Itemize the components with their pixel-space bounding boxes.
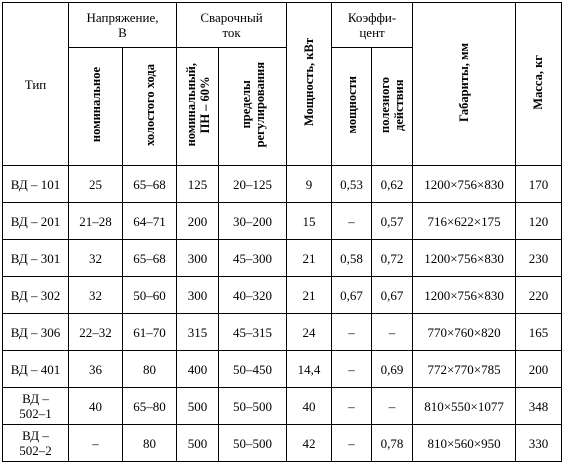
table-cell: 50–60	[123, 277, 177, 314]
table-cell: 500	[177, 388, 219, 425]
table-cell-type: ВД – 502–1	[3, 388, 69, 425]
header-current-nominal-label: номинальный, ПН – 60%	[183, 63, 212, 147]
table-cell: 165	[516, 314, 562, 351]
table-cell: 65–80	[123, 388, 177, 425]
table-cell: 45–300	[219, 240, 287, 277]
table-cell: 32	[69, 277, 123, 314]
header-coef-power-label: мощности	[344, 76, 359, 134]
table-cell: –	[332, 351, 372, 388]
table-cell: 300	[177, 277, 219, 314]
table-cell-type: ВД – 306	[3, 314, 69, 351]
table-cell: 9	[287, 166, 332, 203]
header-coef-efficiency-label: полезного действия	[378, 77, 407, 133]
table-cell: 25	[69, 166, 123, 203]
table-cell: 61–70	[123, 314, 177, 351]
table-cell: 15	[287, 203, 332, 240]
table-cell-type: ВД – 301	[3, 240, 69, 277]
table-cell-type: ВД – 302	[3, 277, 69, 314]
table-cell: 30–200	[219, 203, 287, 240]
table-cell: 1200×756×830	[413, 240, 516, 277]
table-cell: 24	[287, 314, 332, 351]
table-cell: 64–71	[123, 203, 177, 240]
table-cell: 0,58	[332, 240, 372, 277]
table-cell: 170	[516, 166, 562, 203]
table-cell: –	[372, 388, 413, 425]
table-cell: 42	[287, 425, 332, 462]
table-cell: 348	[516, 388, 562, 425]
header-power	[287, 3, 332, 166]
table-cell: –	[332, 425, 372, 462]
table-cell: 40–320	[219, 277, 287, 314]
table-cell: 315	[177, 314, 219, 351]
table-cell: 40	[69, 388, 123, 425]
table-cell: 300	[177, 240, 219, 277]
table-cell: 0,62	[372, 166, 413, 203]
table-cell: 0,67	[332, 277, 372, 314]
table-cell: 330	[516, 425, 562, 462]
header-coef-efficiency	[372, 48, 413, 166]
table-cell: 120	[516, 203, 562, 240]
table-cell: 125	[177, 166, 219, 203]
table-cell: 21	[287, 240, 332, 277]
header-power-label: Мощность, кВт	[301, 38, 316, 127]
table-row	[3, 314, 562, 351]
table-cell: 810×560×950	[413, 425, 516, 462]
table-cell-type: ВД – 101	[3, 166, 69, 203]
welding-rectifier-spec-table	[2, 2, 562, 462]
table-cell: 500	[177, 425, 219, 462]
table-row	[3, 388, 562, 425]
table-cell: 45–315	[219, 314, 287, 351]
table-cell: 14,4	[287, 351, 332, 388]
header-voltage-nominal	[69, 48, 123, 166]
header-current-group: Сварочный ток	[177, 3, 287, 48]
table-cell: 65–68	[123, 240, 177, 277]
table-cell: 770×760×820	[413, 314, 516, 351]
header-coef-group: Коэффи- цент	[332, 3, 413, 48]
table-row	[3, 277, 562, 314]
table-cell: 0,53	[332, 166, 372, 203]
table-cell: 810×550×1077	[413, 388, 516, 425]
header-voltage-idle	[123, 48, 177, 166]
table-cell: 80	[123, 425, 177, 462]
header-dimensions	[413, 3, 516, 166]
table-cell: 36	[69, 351, 123, 388]
table-row	[3, 351, 562, 388]
table-cell: 0,69	[372, 351, 413, 388]
table-row	[3, 425, 562, 462]
table-cell: 220	[516, 277, 562, 314]
header-current-range-label: пределы регулирования	[238, 62, 267, 148]
table-row	[3, 203, 562, 240]
header-mass	[516, 3, 562, 166]
table-cell: –	[332, 388, 372, 425]
table-cell: 50–500	[219, 388, 287, 425]
table-cell: 50–500	[219, 425, 287, 462]
table-cell: 20–125	[219, 166, 287, 203]
table-cell: 230	[516, 240, 562, 277]
table-cell: 772×770×785	[413, 351, 516, 388]
table-cell: 22–32	[69, 314, 123, 351]
header-mass-label: Масса, кг	[531, 55, 546, 110]
table-cell: 1200×756×830	[413, 277, 516, 314]
table-cell: 21	[287, 277, 332, 314]
header-current-nominal	[177, 48, 219, 166]
header-dimensions-label: Габариты, мм	[456, 43, 471, 122]
table-cell: 0,57	[372, 203, 413, 240]
table-cell-type: ВД – 502–2	[3, 425, 69, 462]
table-cell: 0,78	[372, 425, 413, 462]
table-cell: 400	[177, 351, 219, 388]
table-cell: 200	[177, 203, 219, 240]
table-cell: 0,72	[372, 240, 413, 277]
table-cell: –	[372, 314, 413, 351]
table-row	[3, 240, 562, 277]
table-cell: 21–28	[69, 203, 123, 240]
table-cell: –	[332, 203, 372, 240]
table-cell: 1200×756×830	[413, 166, 516, 203]
table-cell-type: ВД – 201	[3, 203, 69, 240]
table-row	[3, 166, 562, 203]
header-type: Тип	[3, 3, 69, 166]
table-cell: 80	[123, 351, 177, 388]
header-coef-power	[332, 48, 372, 166]
table-cell: –	[332, 314, 372, 351]
header-voltage-idle-label: холостого хода	[142, 64, 157, 146]
header-voltage-group: Напряжение, В	[69, 3, 177, 48]
table-cell: 716×622×175	[413, 203, 516, 240]
table-cell: 32	[69, 240, 123, 277]
table-cell: 65–68	[123, 166, 177, 203]
table-cell: 50–450	[219, 351, 287, 388]
table-cell: 40	[287, 388, 332, 425]
table-cell: 200	[516, 351, 562, 388]
header-voltage-nominal-label: номинальное	[88, 67, 103, 143]
table-cell: 0,67	[372, 277, 413, 314]
table-cell: –	[69, 425, 123, 462]
header-current-range	[219, 48, 287, 166]
table-cell-type: ВД – 401	[3, 351, 69, 388]
